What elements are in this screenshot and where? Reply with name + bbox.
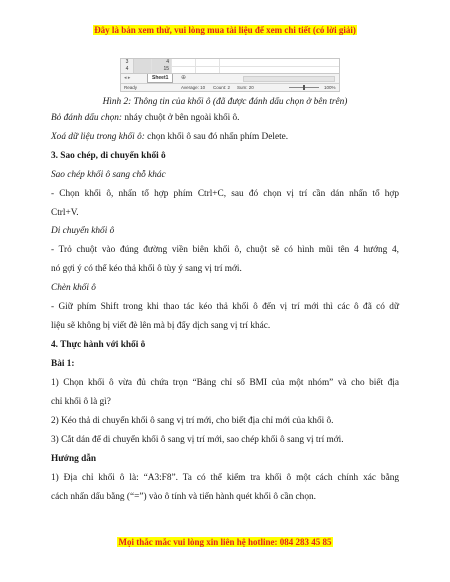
question-2: 2) Kéo thả di chuyển khối ô sang vị trí mới, cho biết địa chỉ mới của khối ô. (51, 416, 334, 426)
row-header: 3 (121, 59, 134, 66)
sheet-nav-arrows-icon[interactable]: ◂ ▸ (124, 75, 131, 81)
question-1-line-2: chỉ khối ô là gì? (51, 397, 111, 407)
copy-line-2: Ctrl+V. (51, 208, 79, 218)
copy-line-1: - Chọn khối ô, nhấn tổ hợp phím Ctrl+C, sau đó chọn vị trí cần dán nhấn tổ hợp (51, 189, 399, 199)
move-line-2: nó gợi ý có thể kéo thả khối ô tùy ý sang vị trí mới. (51, 264, 242, 274)
cell (172, 59, 196, 66)
section-heading-4: 4. Thực hành với khối ô (51, 340, 146, 350)
answer-1-line-2: cách nhấn dấu bằng (“=”) vào ô tính và tiến hành quét khối ô cần chọn. (51, 492, 316, 502)
cell (196, 59, 220, 66)
zoom-level: 100% (324, 85, 336, 90)
section-heading-3: 3. Sao chép, di chuyển khối ô (51, 151, 166, 161)
zoom-slider-knob[interactable] (303, 85, 305, 90)
move-line-1: - Trỏ chuột vào đúng đường viền biên khối ô, chuột sẽ có hình mũi tên 4 hướng 4, (51, 245, 399, 255)
cell: 4 (152, 59, 172, 66)
status-average: Average: 10 (181, 85, 206, 90)
guide-heading: Hướng dẫn (51, 454, 97, 464)
horizontal-scrollbar[interactable] (243, 76, 335, 82)
status-ready: Ready (124, 85, 138, 90)
term-text: chọn khối ô sau đó nhấn phím Delete. (144, 132, 289, 142)
status-sum: Sum: 20 (237, 85, 254, 90)
status-count: Count: 2 (213, 85, 231, 90)
preview-notice-banner (0, 25, 450, 35)
subheading-move: Di chuyển khối ô (51, 226, 115, 236)
hotline-banner (0, 537, 450, 547)
question-1-line-1: 1) Chọn khối ô vừa đủ chứa trọn “Bảng chỉ số BMI của một nhóm” và cho biết địa (51, 378, 399, 388)
cell (134, 59, 152, 66)
sheet-tab[interactable]: Sheet1 (147, 74, 173, 83)
status-bar (121, 83, 339, 92)
exercise-title: Bài 1: (51, 359, 75, 369)
insert-line-2: liệu sẽ không bị viết đè lên mà bị đẩy dịch sang vị trí khác. (51, 321, 271, 331)
add-sheet-icon[interactable]: ⊕ (181, 75, 187, 81)
cell (196, 66, 220, 73)
excel-screenshot (120, 58, 340, 92)
answer-1-line-1: 1) Địa chỉ khối ô là: “A3:F8”. Ta có thể kiểm tra khối ô một cách chính xác bằng (51, 473, 399, 483)
subheading-insert: Chèn khối ô (51, 283, 96, 293)
hotline-text: Mọi thắc mắc vui lòng xin liên hệ hotline: 084 283 45 85 (118, 537, 332, 547)
row-header: 4 (121, 66, 134, 73)
subheading-copy: Sao chép khối ô sang chỗ khác (51, 170, 166, 180)
paragraph-delete (51, 131, 399, 143)
term-label: Xoá dữ liệu trong khối ô: (51, 132, 145, 142)
cell (172, 66, 196, 73)
cell: 15 (152, 66, 172, 73)
insert-line-1: - Giữ phím Shift trong khi thao tác kéo thả khối ô đến vị trí mới thì các ô đã có dữ (51, 302, 399, 312)
sheet-tab-bar (121, 73, 339, 83)
paragraph-deselect (51, 112, 399, 124)
term-text: nháy chuột ở bên ngoài khối ô. (122, 113, 240, 123)
question-3: 3) Cắt dán để di chuyển khối ô sang vị trí mới, sao chép khối ô sang vị trí mới. (51, 435, 344, 445)
preview-notice-text: Đây là bản xem thử, vui lòng mua tài liệu để xem chi tiết (có lời giải) (94, 25, 356, 35)
term-label: Bỏ đánh dấu chọn: (51, 113, 123, 123)
cell (134, 66, 152, 73)
figure-caption: Hình 2: Thông tin của khối ô (đã được đánh dấu chọn ở bên trên) (102, 97, 348, 107)
